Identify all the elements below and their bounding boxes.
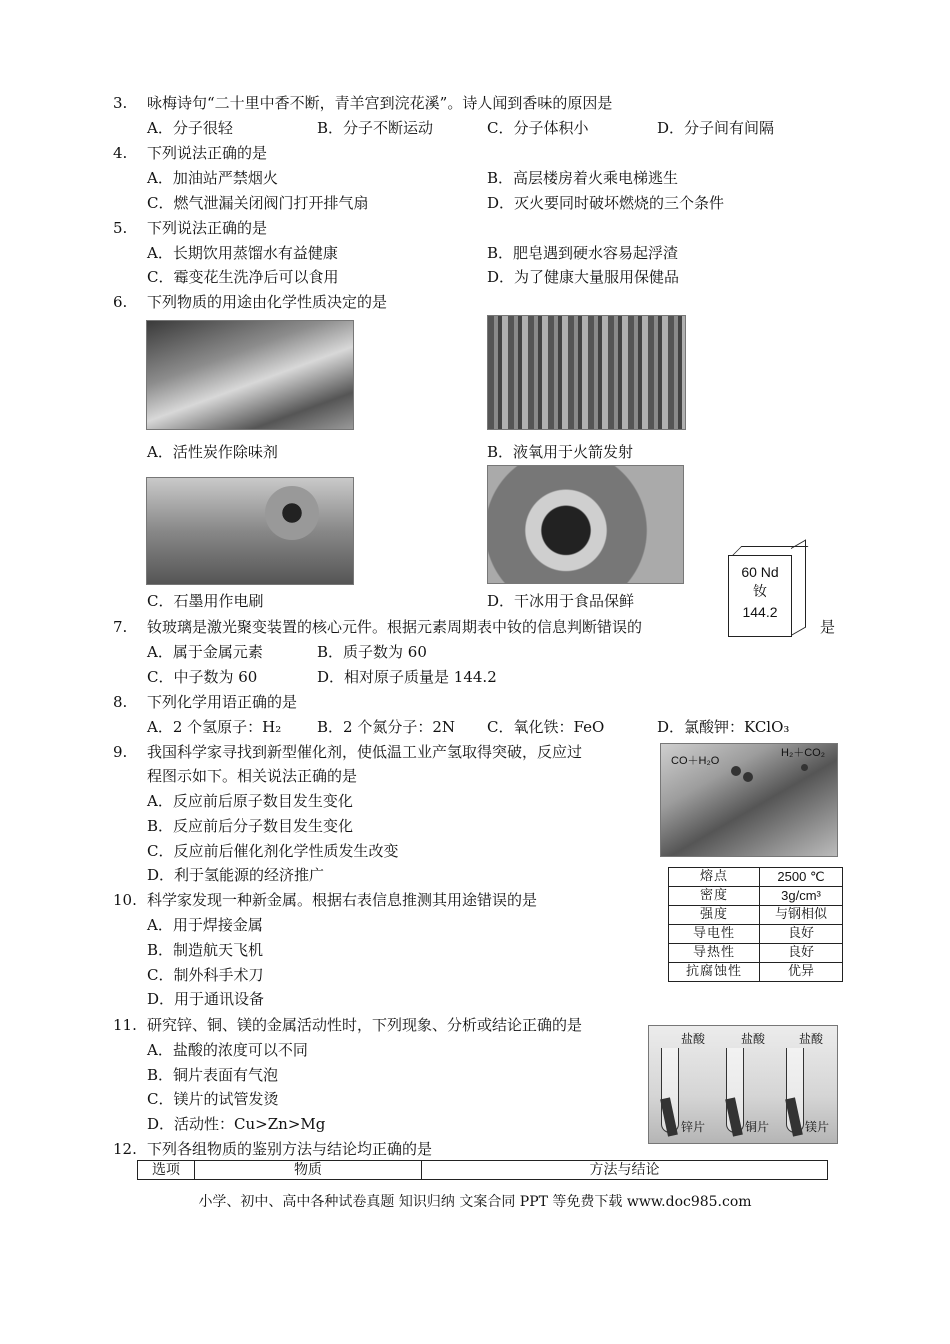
option-b: B．质子数为 60 (317, 643, 427, 661)
reactants-label: CO＋H₂O (671, 755, 720, 767)
molecule-dot (743, 772, 753, 782)
option-a: A．属于金属元素 (147, 643, 263, 661)
activated-carbon-photo (146, 320, 354, 430)
magnesium-label: 镁片 (805, 1120, 830, 1134)
element-number-symbol: 60 Nd (741, 564, 779, 580)
property-value: 良好 (760, 925, 843, 944)
question-stem: 钕玻璃是激光聚变装置的核心元件。根据元素周期表中钕的信息判断错误的 (147, 618, 643, 636)
option-a: A．长期饮用蒸馏水有益健康 (147, 244, 338, 262)
property-name: 熔点 (669, 868, 760, 887)
question-number: 12. (113, 1140, 137, 1158)
question-stem: 下列各组物质的鉴别方法与结论均正确的是 (147, 1140, 433, 1158)
question-stem: 下列化学用语正确的是 (147, 693, 298, 711)
option-d: D．利于氢能源的经济推广 (147, 866, 325, 884)
option-c: C．氧化铁：FeO (487, 718, 605, 736)
option-b: B．2 个氮分子：2N (317, 718, 456, 736)
dry-ice-food-photo (487, 465, 684, 584)
metal-properties-table (668, 867, 843, 982)
column-header: 物质 (195, 1161, 422, 1180)
option-a: A．加油站严禁烟火 (147, 169, 278, 187)
question-stem: 下列说法正确的是 (147, 219, 268, 237)
question-number: 7. (113, 618, 128, 636)
option-a: A．用于焊接金属 (147, 916, 263, 934)
table-row (669, 868, 843, 887)
identification-table (137, 1160, 828, 1180)
element-mass: 144.2 (742, 604, 778, 620)
option-d: D．相对原子质量是 144.2 (317, 668, 497, 686)
question-number: 4. (113, 144, 128, 162)
option-d: D．活动性：Cu>Zn>Mg (147, 1115, 326, 1133)
option-b: B．铜片表面有气泡 (147, 1066, 279, 1084)
rocket-launch-photo (487, 315, 686, 430)
option-b: B．高层楼房着火乘电梯逃生 (487, 169, 679, 187)
table-row (669, 925, 843, 944)
page-footer: 小学、初中、高中各种试卷真题 知识归纳 文案合同 PPT 等免费下载 www.doc985.com (198, 1194, 752, 1210)
property-name: 强度 (669, 906, 760, 925)
option-c: C．霉变花生洗净后可以食用 (147, 268, 339, 286)
property-value: 3g/cm³ (760, 887, 843, 906)
question-number: 9. (113, 743, 128, 761)
copper-label: 铜片 (745, 1120, 770, 1134)
option-b: B．分子不断运动 (317, 119, 434, 137)
option-a: A．分子很轻 (147, 119, 233, 137)
option-d: D．为了健康大量服用保健品 (487, 268, 680, 286)
option-b: B．反应前后分子数目发生变化 (147, 817, 354, 835)
acid-label: 盐酸 (741, 1032, 766, 1046)
table-row (669, 944, 843, 963)
option-c: C．反应前后催化剂化学性质发生改变 (147, 842, 399, 860)
option-d: D．灭火要同时破坏燃烧的三个条件 (487, 194, 725, 212)
option-d: D．氯酸钾：KClO₃ (657, 718, 790, 736)
property-name: 密度 (669, 887, 760, 906)
graphite-brush-photo (146, 477, 354, 585)
option-d: D．分子间有间隔 (657, 119, 775, 137)
property-name: 导热性 (669, 944, 760, 963)
property-value: 良好 (760, 944, 843, 963)
acid-label: 盐酸 (681, 1032, 706, 1046)
question-stem: 我国科学家寻找到新型催化剂，使低温工业产氢取得突破，反应过 (147, 743, 583, 761)
table-row (669, 887, 843, 906)
option-d: D．用于通讯设备 (147, 990, 265, 1008)
property-name: 抗腐蚀性 (669, 963, 760, 982)
element-card-neodymium (728, 555, 792, 637)
option-a: A．盐酸的浓度可以不同 (147, 1041, 308, 1059)
question-stem: 研究锌、铜、镁的金属活动性时，下列现象、分析或结论正确的是 (147, 1016, 583, 1034)
question-stem: 咏梅诗句“二十里中香不断，青羊宫到浣花溪”。诗人闻到香味的原因是 (147, 94, 613, 112)
molecule-dot (801, 764, 808, 771)
question-stem: 下列物质的用途由化学性质决定的是 (147, 293, 388, 311)
element-name: 钕 (753, 584, 767, 600)
test-tubes-diagram (648, 1025, 838, 1144)
option-a: A．活性炭作除味剂 (147, 443, 278, 461)
option-c: C．分子体积小 (487, 119, 589, 137)
option-b: B．肥皂遇到硬水容易起浮渣 (487, 244, 679, 262)
option-b: B．液氧用于火箭发射 (487, 443, 634, 461)
question-number: 10. (113, 891, 137, 909)
products-label: H₂＋CO₂ (781, 747, 825, 759)
question-stem: 下列说法正确的是 (147, 144, 268, 162)
question-stem: 科学家发现一种新金属。根据右表信息推测其用途错误的是 (147, 891, 538, 909)
question-stem-cont: 程图示如下。相关说法正确的是 (147, 767, 358, 785)
option-a: A．2 个氢原子：H₂ (147, 718, 282, 736)
property-value: 与钢相似 (760, 906, 843, 925)
question-stem-end: 是 (820, 618, 836, 636)
property-name: 导电性 (669, 925, 760, 944)
table-row (669, 906, 843, 925)
column-header: 方法与结论 (422, 1161, 828, 1180)
question-number: 8. (113, 693, 128, 711)
property-value: 2500 ℃ (760, 868, 843, 887)
table-row (669, 963, 843, 982)
catalyst-reaction-diagram (660, 743, 838, 857)
option-d: D．干冰用于食品保鲜 (487, 592, 635, 610)
option-c: C．镁片的试管发烫 (147, 1090, 279, 1108)
question-number: 11. (113, 1016, 137, 1034)
zinc-label: 锌片 (681, 1120, 706, 1134)
option-b: B．制造航天飞机 (147, 941, 264, 959)
option-c: C．制外科手术刀 (147, 966, 264, 984)
table-header-row (138, 1161, 828, 1180)
property-value: 优异 (760, 963, 843, 982)
molecule-dot (731, 766, 741, 776)
option-a: A．反应前后原子数目发生变化 (147, 792, 353, 810)
option-c: C．中子数为 60 (147, 668, 258, 686)
option-c: C．石墨用作电刷 (147, 592, 264, 610)
question-number: 6. (113, 293, 128, 311)
question-number: 3. (113, 94, 128, 112)
acid-label: 盐酸 (799, 1032, 824, 1046)
option-c: C．燃气泄漏关闭阀门打开排气扇 (147, 194, 369, 212)
question-number: 5. (113, 219, 128, 237)
column-header: 选项 (138, 1161, 195, 1180)
